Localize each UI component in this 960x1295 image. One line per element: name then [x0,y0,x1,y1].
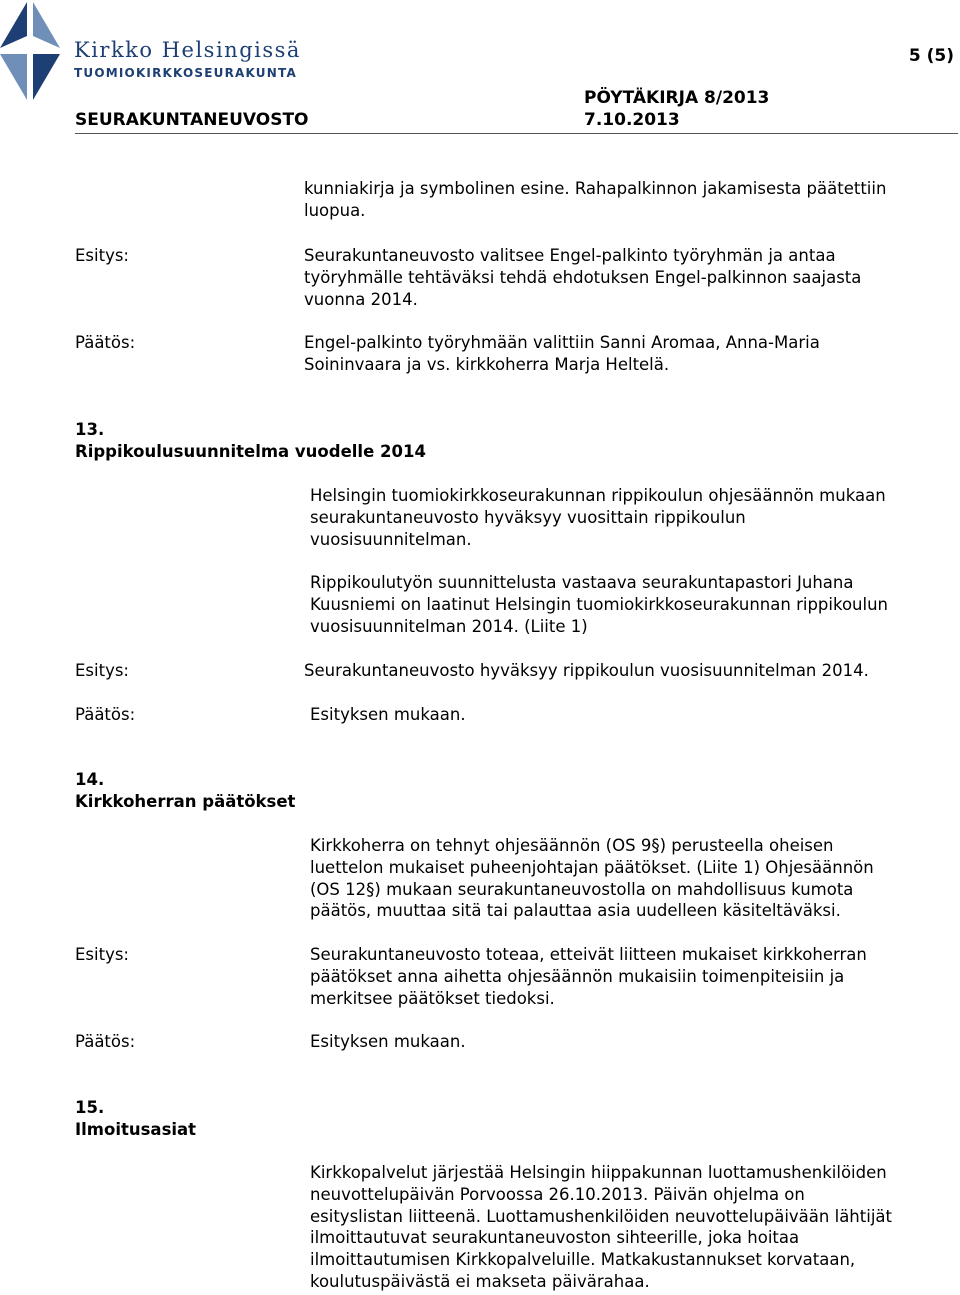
decision-label: Päätös: [75,1032,136,1051]
header-divider [75,133,958,134]
proposal-label: Esitys: [75,945,129,964]
continuation-paragraph: kunniakirja ja symbolinen esine. Rahapalkinnon jakamisesta päätettiin luopua. [304,179,887,220]
section-title: Ilmoitusasiat [75,1120,197,1139]
section-number: 14. [75,770,105,789]
decision-label: Päätös: [75,705,136,724]
section-paragraph: Helsingin tuomiokirkkoseurakunnan rippikoulun ohjesäännön mukaan seurakuntaneuvosto hyväksyy vuosittain rippikoulun vuosisuunnitelman. [310,486,886,549]
section-title: Kirkkoherran päätökset [75,792,296,811]
organization-name: Kirkko Helsingissä [74,38,301,62]
section-title: Rippikoulusuunnitelma vuodelle 2014 [75,442,426,461]
organization-subname: TUOMIOKIRKKOSEURAKUNTA [74,66,297,80]
proposal-text: Seurakuntaneuvosto toteaa, etteivät liitteen mukaiset kirkkoherran päätökset anna aihetta ohjesäännön mukaisiin toimenpiteisiin ja merkitsee päätökset tiedoksi. [310,945,867,1008]
meeting-date: 7.10.2013 [584,110,680,130]
page-number: 5 (5) [908,46,954,66]
section-paragraph: Kirkkopalvelut järjestää Helsingin hiippakunnan luottamushenkilöiden neuvottelupäivän Porvoossa 26.10.2013. Päivän ohjelma on esityslistan liitteenä. Luottamushenkilöiden neuvottelupäivään lähtijät ilmoittautuvat seurakuntaneuvoston sihteerille, joka hoitaa ilmoittautumisen Kirkkopalveluille. Matkakustannukset korvataan, koulutuspäivästä ei makseta päivärahaa. [310,1163,892,1291]
decision-text: Esityksen mukaan. [310,705,466,724]
church-logo-icon [0,0,62,102]
decision-label: Päätös: [75,333,136,352]
proposal-text: Seurakuntaneuvosto hyväksyy rippikoulun vuosisuunnitelman 2014. [304,661,869,680]
decision-text: Engel-palkinto työryhmään valittiin Sanni Aromaa, Anna-Maria Soininvaara ja vs. kirkkoherra Marja Heltelä. [304,333,820,374]
decision-text: Esityksen mukaan. [310,1032,466,1051]
section-paragraph: Kirkkoherra on tehnyt ohjesäännön (OS 9§) perusteella oheisen luettelon mukaiset puheenjohtajan päätökset. (Liite 1) Ohjesäännön (OS 12§) mukaan seurakuntaneuvostolla on mahdollisuus kumota päätös, muuttaa sitä tai palauttaa asia uudelleen käsiteltäväksi. [310,836,874,921]
proposal-label: Esitys: [75,246,129,265]
section-number: 15. [75,1098,105,1117]
proposal-text: Seurakuntaneuvosto valitsee Engel-palkinto työryhmän ja antaa työryhmälle tehtäväksi tehdä ehdotuksen Engel-palkinnon saajasta vuonna 2014. [304,246,862,309]
section-paragraph: Rippikoulutyön suunnittelusta vastaava seurakuntapastori Juhana Kuusniemi on laatinut Helsingin tuomiokirkkoseurakunnan rippikoulun vuosisuunnitelman 2014. (Liite 1) [310,573,888,636]
document-type: PÖYTÄKIRJA 8/2013 [584,88,770,108]
meeting-body: SEURAKUNTANEUVOSTO [75,110,309,130]
section-number: 13. [75,420,105,439]
proposal-label: Esitys: [75,661,129,680]
